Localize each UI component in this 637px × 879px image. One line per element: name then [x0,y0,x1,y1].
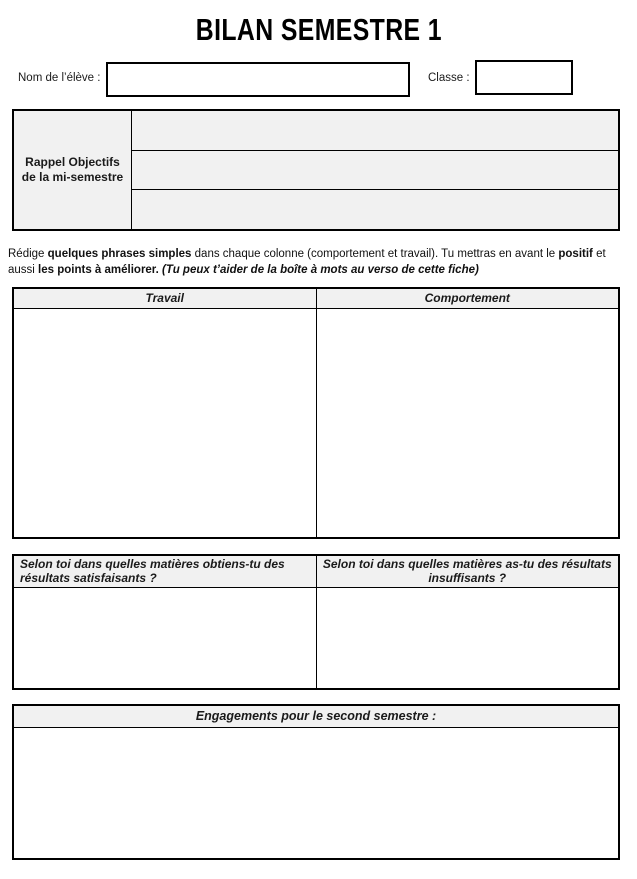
subjects-body-row [14,588,618,688]
instruction-part4-bold: positif [558,248,593,260]
class-label: Classe : [428,72,470,84]
satisfactory-subjects-header: Selon toi dans quelles matières obtiens-tu des résultats satisfaisants ? [14,556,317,587]
subjects-table [12,554,620,690]
work-column-header: Travail [14,289,317,308]
instruction-part3: dans chaque colonne (comportement et travail). Tu mettras en avant le [191,248,559,260]
work-writing-area[interactable] [14,309,317,537]
class-input[interactable] [475,60,573,95]
satisfactory-subjects-writing-area[interactable] [14,588,317,688]
objectives-row-1-field[interactable] [132,111,618,151]
instruction-part5: et [592,248,606,260]
page-title: BILAN SEMESTRE 1 [195,12,442,47]
commitments-table [12,704,620,860]
work-behavior-table [12,287,620,539]
instruction-part2-bold: quelques phrases simples [47,248,192,260]
page-title-wrap [0,12,637,48]
instruction-part8-italic: (Tu peux t’aider de la boîte à mots au verso de cette fiche) [158,264,479,276]
objectives-row-header [14,111,132,229]
instruction-paragraph [8,246,632,278]
commitments-header: Engagements pour le second semestre : [14,706,618,728]
objectives-table [12,109,620,231]
work-behavior-header-row [14,289,618,309]
insufficient-subjects-header: Selon toi dans quelles matières as-tu des résultats insuffisants ? [322,557,612,585]
objectives-title-line1: Rappel Objectifs [25,155,120,169]
student-name-label: Nom de l’élève : [18,72,101,84]
objectives-title-line2: de la mi-semestre [21,170,124,184]
objectives-row-3-field[interactable] [132,190,618,229]
instruction-part7-bold: les points à améliorer. [38,264,159,276]
work-behavior-body-row [14,309,618,537]
instruction-part6: aussi [8,264,39,276]
commitments-writing-area[interactable] [14,728,618,858]
insufficient-subjects-writing-area[interactable] [317,588,619,688]
objectives-row-2-field[interactable] [132,151,618,191]
behavior-column-header: Comportement [424,291,510,305]
behavior-writing-area[interactable] [317,309,619,537]
student-name-input[interactable] [106,62,410,97]
subjects-header-row [14,556,618,588]
instruction-part1: Rédige [8,248,48,260]
objectives-rows [132,111,618,229]
